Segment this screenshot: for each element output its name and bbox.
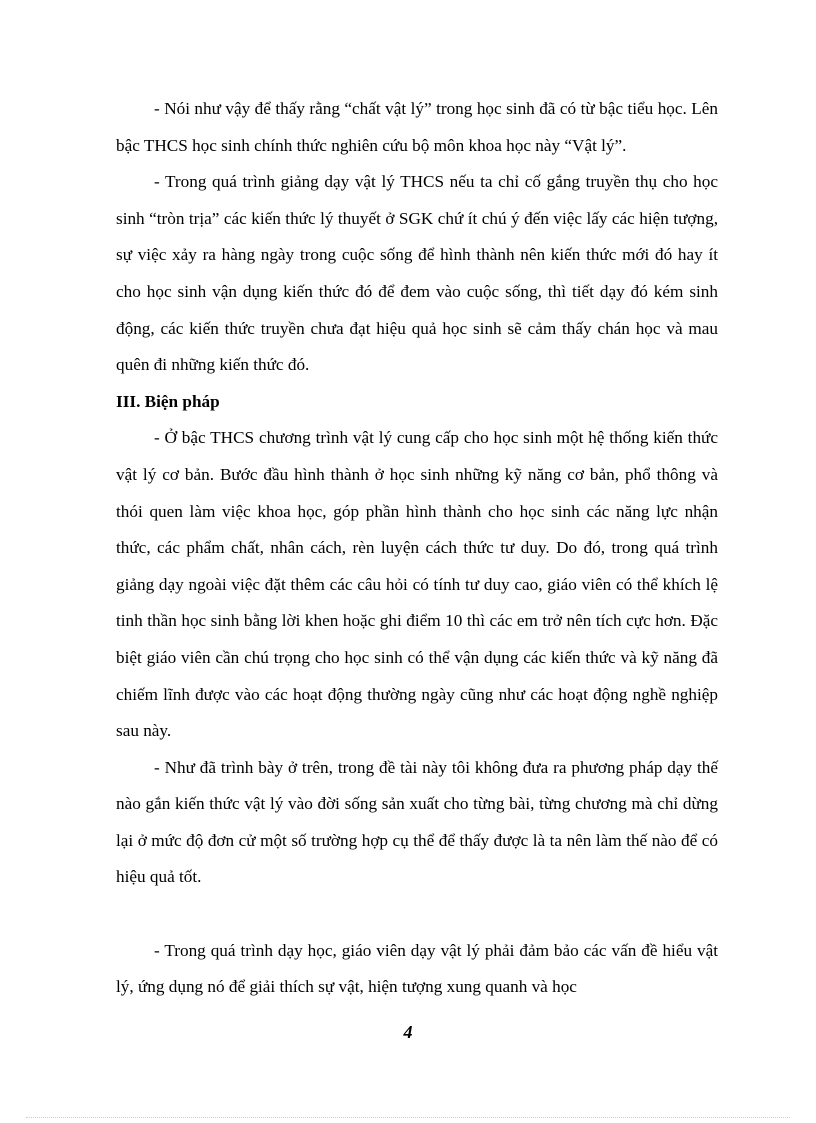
paragraph-physics-nature: - Nói như vậy để thấy rằng “chất vật lý” trong học sinh đã có từ bậc tiểu học. Lên bậc THCS học sinh chính thức nghiên cứu bộ môn khoa học này “Vật lý”. — [116, 99, 718, 155]
section-heading: III. Biện pháp — [116, 391, 220, 411]
paragraph-thcs-program: - Ở bậc THCS chương trình vật lý cung cấp cho học sinh một hệ thống kiến thức vật lý cơ bản. Bước đầu hình thành ở học sinh những kỹ năng cơ bản, phổ thông và thói quen làm việc khoa học, góp phần hình thành cho học sinh các năng lực nhận thức, các phẩm chất, nhân cách, rèn luyện cách thức tư duy. Do đó, trong quá trình giảng dạy ngoài việc đặt thêm các câu hỏi có tính tư duy cao, giáo viên có thể khích lệ tinh thần học sinh bằng lời khen hoặc ghi điểm 10 thì các em trở nên tích cực hơn. Đặc biệt giáo viên cần chú trọng cho học sinh có thể vận dụng các kiến thức và kỹ năng đã chiếm lĩnh được vào các hoạt động thường ngày cũng như các hoạt động nghề nghiệp sau này. — [116, 428, 718, 741]
paragraph-as-presented: - Như đã trình bày ở trên, trong đề tài này tôi không đưa ra phương pháp dạy thế nào gắn kiến thức vật lý vào đời sống sản xuất cho từng bài, từng chương mà chỉ dừng lại ở mức độ đơn cử một số trường hợp cụ thể để thấy được là ta nên làm thế nào để có hiệu quả tốt. — [116, 757, 718, 887]
paragraph-teaching-requirements: - Trong quá trình dạy học, giáo viên dạy vật lý phải đảm bảo các vấn đề hiểu vật lý, ứng dụng nó để giải thích sự vật, hiện tượng xung quanh và học — [116, 940, 718, 997]
page-body — [116, 91, 718, 1006]
page-number: 4 — [403, 1022, 413, 1042]
page-bottom-divider — [26, 1117, 790, 1118]
paragraph-teaching-process: - Trong quá trình giảng dạy vật lý THCS nếu ta chỉ cố gắng truyền thụ cho học sinh “tròn trịa” các kiến thức lý thuyết ở SGK chứ ít chú ý đến việc lấy các hiện tượng, sự việc xảy ra hàng ngày trong cuộc sống để hình thành nên kiến thức mới đó hay ít cho học sinh vận dụng kiến thức đó để đem vào cuộc sống, thì tiết dạy đó kém sinh động, các kiến thức truyền chưa đạt hiệu quả học sinh sẽ cảm thấy chán học và mau quên đi những kiến thức đó. — [116, 172, 718, 375]
